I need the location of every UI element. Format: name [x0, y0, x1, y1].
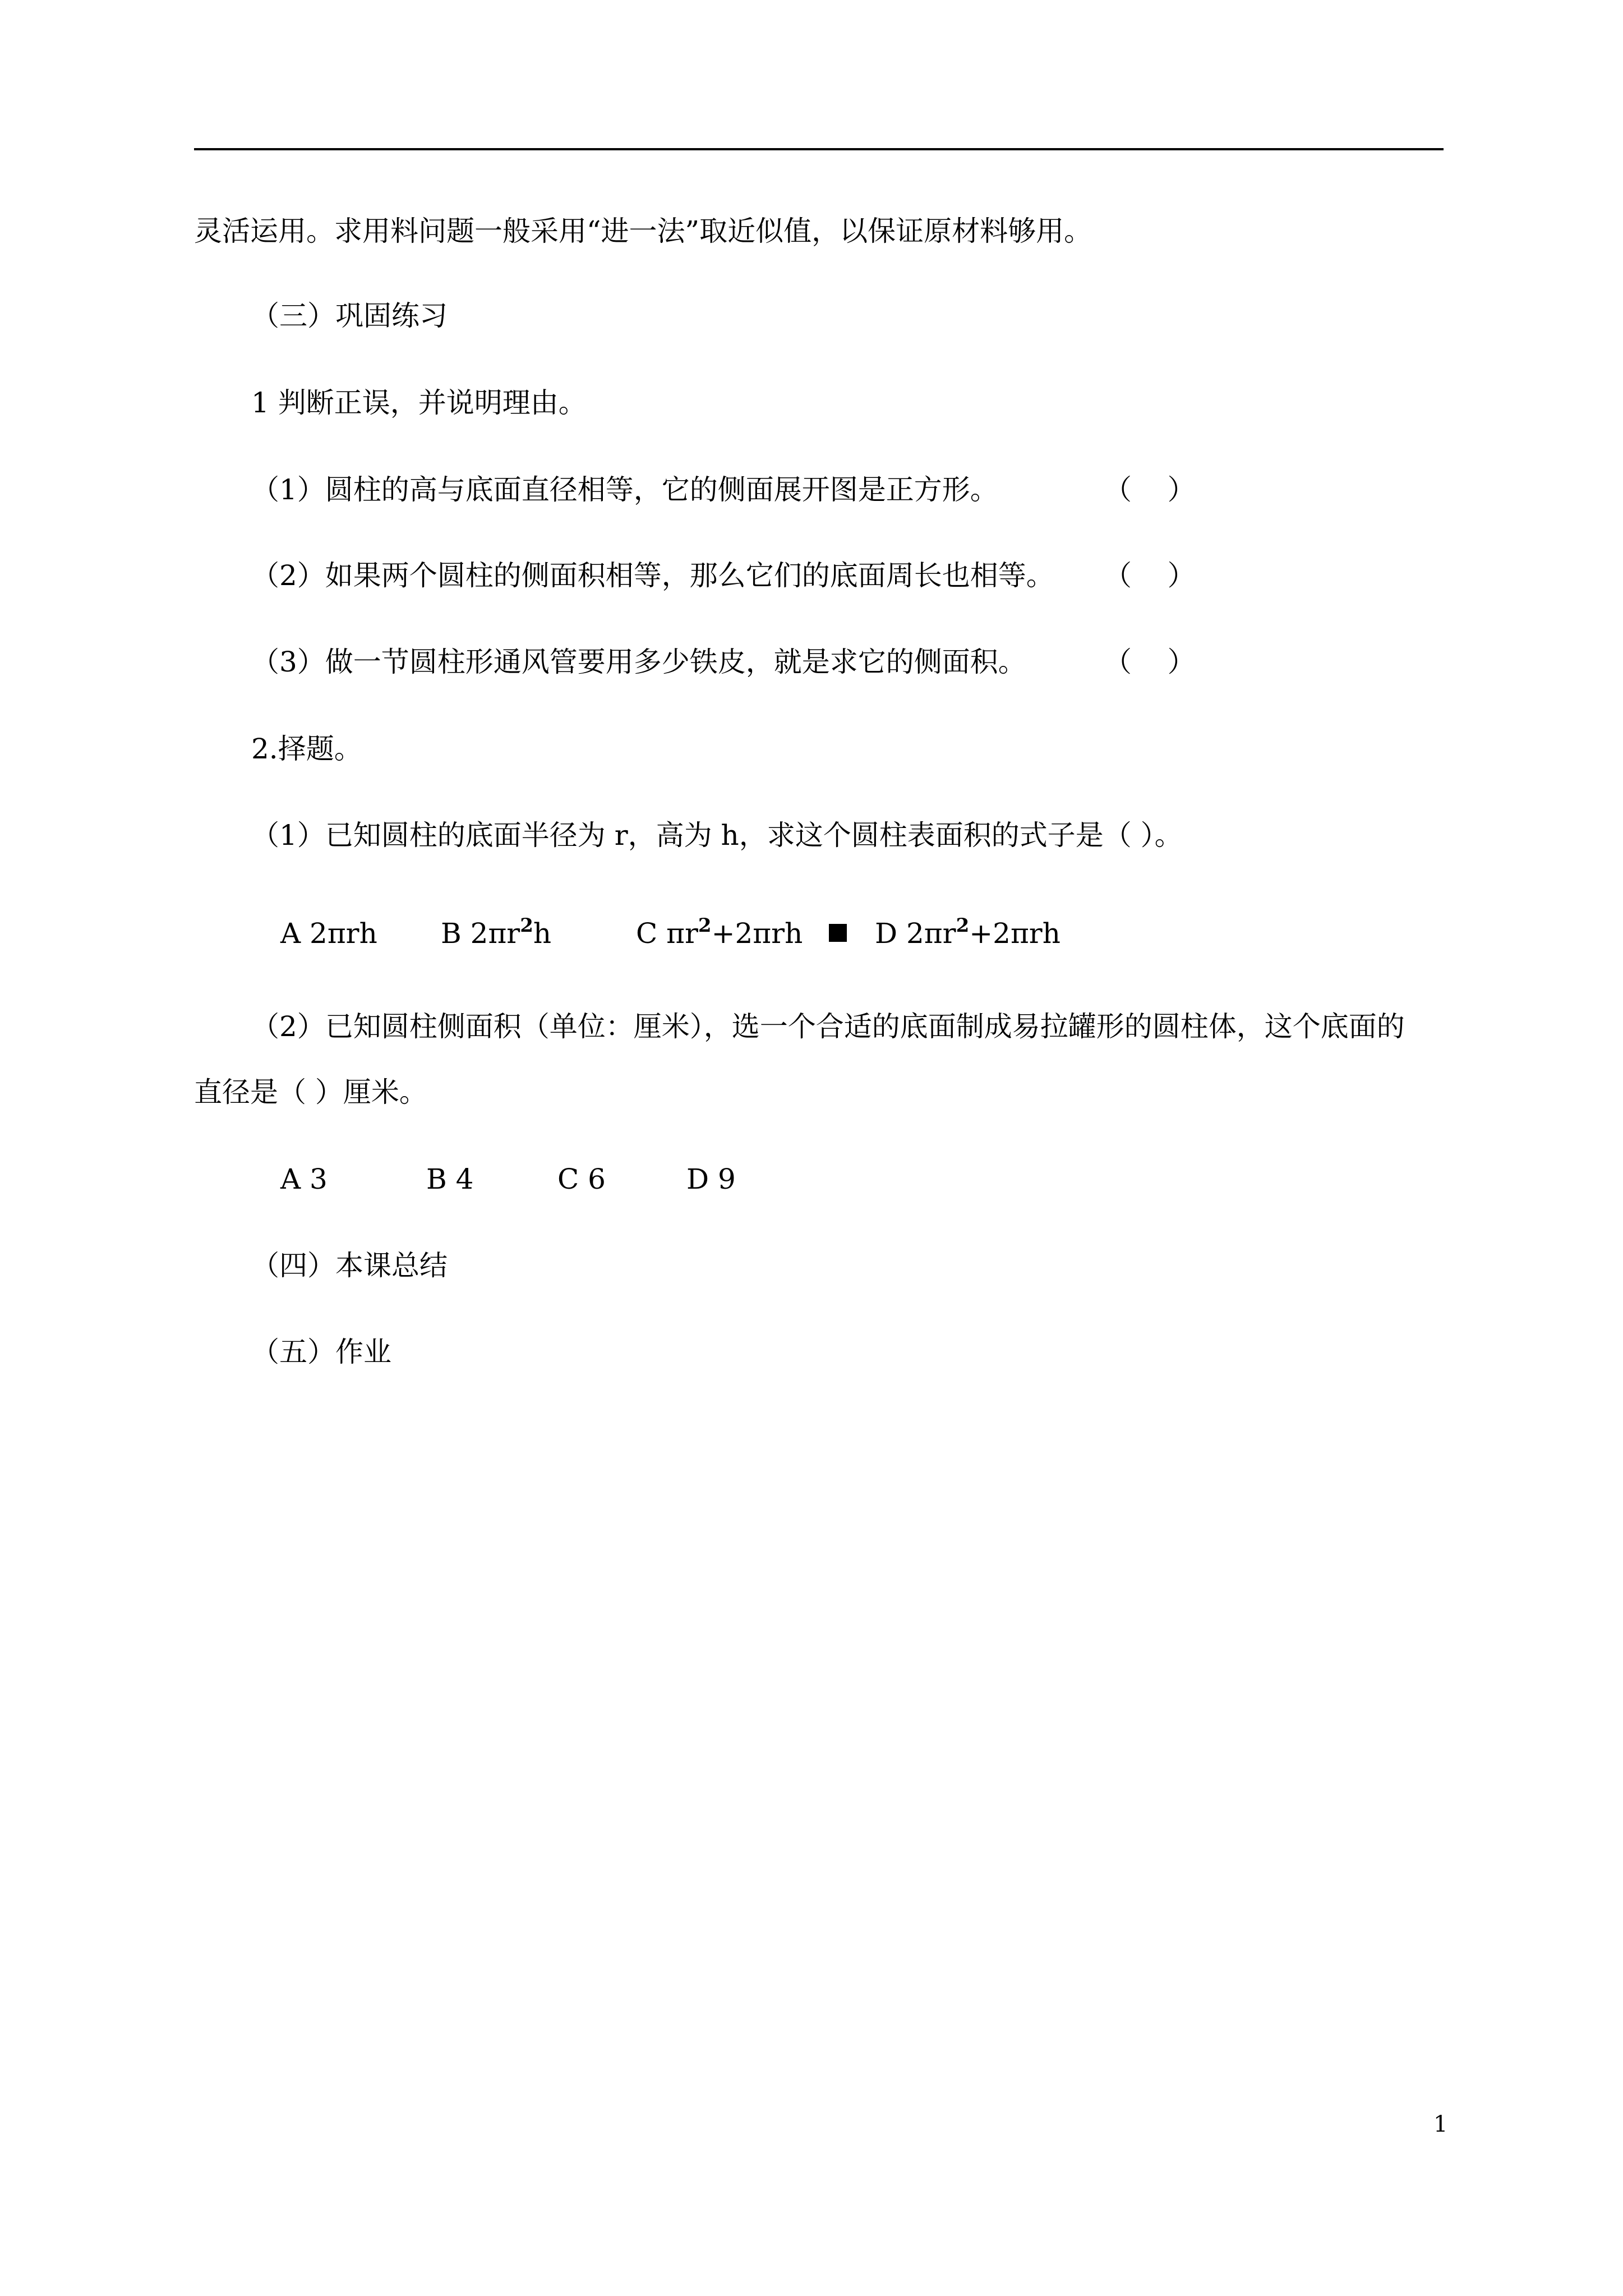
option-c-exponent: 2	[698, 914, 712, 937]
option-a-text: A 2πrh	[280, 917, 377, 950]
option-c	[636, 914, 803, 950]
question-2-title: 2.择题。	[251, 733, 362, 765]
option-c-base: C πr	[636, 917, 698, 950]
question-1-item-1-blank: （ ）	[1104, 473, 1196, 506]
option-d	[875, 914, 1061, 950]
section-3-title: （三）巩固练习	[251, 300, 448, 332]
header-rule	[194, 148, 1444, 150]
question-1-item-2: （2）如果两个圆柱的侧面积相等，那么它们的底面周长也相等。	[251, 559, 1054, 592]
option-6: C 6	[557, 1163, 606, 1195]
question-1-title: 1 判断正误，并说明理由。	[251, 386, 587, 419]
option-4: B 4	[426, 1163, 474, 1195]
option-d-tail: +2πrh	[969, 917, 1061, 950]
filled-square-icon	[829, 924, 847, 942]
option-a	[280, 917, 377, 950]
option-c-tail: +2πrh	[711, 917, 803, 950]
question-1-item-1: （1）圆柱的高与底面直径相等，它的侧面展开图是正方形。	[251, 473, 998, 506]
option-d-base: D 2πr	[875, 917, 956, 950]
intro-line: 灵活运用。求用料问题一般采用“进一法”取近似值，以保证原材料够用。	[194, 215, 1092, 247]
question-2-sub-1: （1）已知圆柱的底面半径为 r，高为 h，求这个圆柱表面积的式子是（ ）。	[251, 819, 1183, 852]
section-5-title: （五）作业	[251, 1336, 391, 1368]
option-b-tail: h	[533, 917, 552, 950]
question-1-item-3: （3）做一节圆柱形通风管要用多少铁皮，就是求它的侧面积。	[251, 646, 1026, 678]
question-2-sub-2-line-1: （2）已知圆柱侧面积（单位：厘米），选一个合适的底面制成易拉罐形的圆柱体，这个底面的	[251, 1010, 1405, 1043]
option-9: D 9	[686, 1163, 736, 1195]
option-b	[441, 914, 552, 950]
option-3: A 3	[280, 1163, 328, 1195]
question-2-sub-2-line-2: 直径是（ ）厘米。	[194, 1076, 427, 1108]
question-1-item-2-blank: （ ）	[1104, 559, 1196, 592]
page-number: 1	[1433, 2111, 1448, 2137]
option-b-base: B 2πr	[441, 917, 520, 950]
option-b-exponent: 2	[520, 914, 533, 937]
question-1-item-3-blank: （ ）	[1104, 646, 1196, 678]
option-d-exponent: 2	[956, 914, 970, 937]
section-4-title: （四）本课总结	[251, 1249, 448, 1282]
